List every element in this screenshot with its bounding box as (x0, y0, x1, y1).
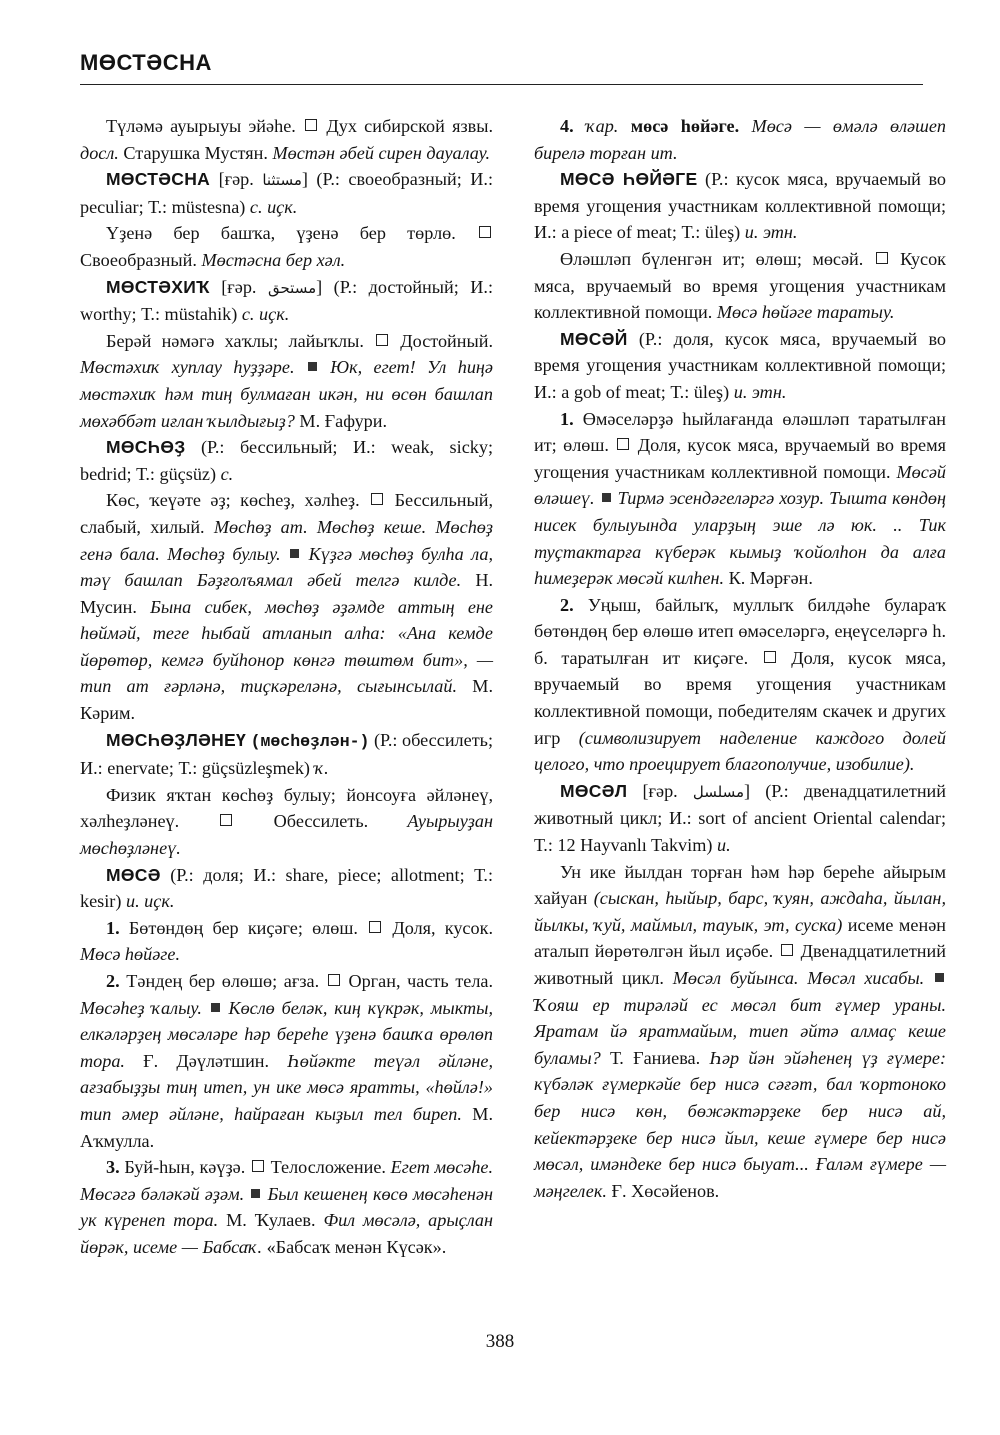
square-icon (305, 119, 317, 131)
black-square-icon (935, 973, 944, 982)
sense-3: 3. Буй-һын, кәүҙә. Телосложение. Егет мөсәһе. Мөсәгә бәләкәй әҙәм. Был кешенең көсө мөсәһенән ук күренеп тора. М. Ҡулаев. Фил мөсәлә, арыҫлан йөрәк, исеме — Бабсаҡ. «Бабсаҡ менән Күсәк». (80, 1157, 494, 1257)
square-icon (328, 974, 340, 986)
entry-mosa-hoyage: МӨСӘ ҺӨЙӘГЕ (Р.: кусок мяса, вручаемый во время угощения участникам коллективной помощи; И.: a piece of meat; Т.: üleş) и. этн. (534, 169, 947, 243)
headword: МӨСӘ ҺӨЙӘГЕ (560, 169, 698, 190)
square-icon (252, 1160, 264, 1172)
black-square-icon (211, 1003, 220, 1012)
entry-mostasna: МӨСТӘСНА [ғәр. مستثنا] (Р.: своеобразный; И.: peculiar; Т.: müstesna) с. иҫк. (80, 169, 493, 217)
square-icon (764, 651, 776, 663)
square-icon (376, 334, 388, 346)
headword: МӨСӘ (106, 864, 161, 885)
headword: МӨСҺӨҘ (106, 437, 186, 458)
entry-mosay: МӨСӘЙ (Р.: доля, кусок мяса, вручаемый во время угощения участникам коллективной помощи; И.: a gob of meat; Т.: üleş) и. этн. (534, 328, 947, 402)
definition: Өләшләп бүленгән ит; өлөш; мөсәй. Кусок мяса, вручаемый во время угощения участникам коллективной помощи. Мөсә һөйәге таратыу. (534, 248, 947, 323)
entry-mosal: МӨСӘЛ [ғәр. مسلسل] (Р.: двенадцатилетний животный цикл; И.: sort of ancient Oriental calendar; Т.: 12 Hayvanlı Takvim) и. (534, 780, 947, 856)
square-icon (876, 252, 888, 264)
black-square-icon (290, 549, 299, 558)
page-number: 388 (485, 1331, 515, 1352)
square-icon (371, 493, 383, 505)
square-icon (781, 944, 793, 956)
definition: Көс, ҡеүәте әҙ; көсһеҙ, хәлһеҙ. Бессильный, слабый, хилый. Мөсһөҙ ат. Мөсһөҙ кеше. Мөсһөҙ генә бала. Мөсһөҙ булыу. Күҙгә мөсһөҙ булһа ла, тәү башлап Бәҙғолъямал әбей телгә килде. Н. Мусин. Бына сибек, мөсһөҙ әҙәмде аттың ене һөймәй, теге һыбай атланып алһа: «Ана кемде йөрөтөр, кемгә буйһонор көнгә төштөм бит», — тип ат ғәрләнә, тиҫкәреләнә, сығынсылай. М. Кәрим. (80, 490, 494, 724)
square-icon (220, 814, 232, 826)
sense-1: 1. Бөтөндөң бер киҫәге; өлөш. Доля, кусок. Мөсә һөйәге. (80, 917, 493, 965)
headword: МӨСТӘХИҠ (106, 276, 210, 297)
headword: МӨСӘЙ (560, 328, 628, 349)
right-column (534, 113, 946, 1204)
sense-4: 4. ҡар. мөсә һөйәге. Мөсә — өмәлә өләшеп бирелә торған ит. (534, 116, 947, 163)
entry-moshoz: МӨСҺӨҘ (Р.: бессильный; И.: weak, sicky; bedrid; Т.: güçsüz) с. (80, 437, 494, 484)
sense-2: 2. Уңыш, байлыҡ, муллыҡ билдәһе булараҡ бөтөндөң бер өлөшө итеп өмәселәргә, еңеүселәргә һ. б. таратылған ит киҫәге. Доля, кусок мяса, вручаемый во время угощения участникам коллективной помощи, победителям скачек и других игр (символизирует наделение каждого долей целого, что проецирует благополучие, изобилие). (534, 594, 947, 775)
definition: Физик яҡтан көсһөҙ булыу; йонсоуға әйләнеү, хәлһеҙләнеү. Обессилеть. Ауырыуҙан мөсһөҙләнеү. (80, 784, 493, 859)
headword: МӨСҺӨҘЛӘНЕҮ (106, 729, 247, 750)
entry-moshozlaneu: МӨСҺӨҘЛӘНЕҮ (мөсһөҙлән-) (Р.: обессилеть; И.: enervate; Т.: güçsüzleşmek) ҡ. (80, 729, 493, 779)
black-square-icon (602, 493, 611, 502)
black-square-icon (251, 1189, 260, 1198)
square-icon (479, 226, 491, 238)
header-rule (80, 84, 923, 85)
page-header-title: МӨСТӘСНА (80, 50, 212, 75)
entry-continuation: Түләмә ауырыуы эйәһе. Дух сибирской язвы. досл. Старушка Мустян. Мөстән әбей сирен дауалау. (80, 116, 494, 163)
sense-2: 2. Тәндең бер өлөшө; ағза. Орган, часть тела. Мөсәһеҙ ҡалыу. Көслө беләк, киң күкрәк, мыкты, елкәләрҙең мөсәләре һәр береһе үҙенә башҡа өрөлөп тора. Ғ. Дәүләтшин. Һөйәкте теүәл әйләне, ағзабыҙҙы тиң итеп, ун ике мөсә яратты, «һөйлә!» тип әмер әйләне, һайраған кыҙыл тел биреп. М. Аҡмулла. (80, 971, 494, 1151)
definition: Үҙенә бер башҡа, үҙенә бер төрлө. Своеобразный. Мөстәсна бер хәл. (80, 220, 493, 273)
sense-1: 1. Өмәселәрҙә һыйлағанда өләшләп таратылған ит; өлөш. Доля, кусок мяса, вручаемый во время угощения участникам коллективной помощи. Мөсәй өләшеү. Тирмә эсендәгеләргә хозур. Тышта көндөң нисек булыуында уларҙың эше лә юк. .. Тик туҫтактарға күберәк кымыҙ ҡойолһон да алға һимеҙерәк мөсәй килһен. К. Мәрғән. (534, 408, 947, 589)
square-icon (369, 921, 381, 933)
definition: Берәй нәмәгә хаҡлы; лайыҡлы. Достойный. Мөстәхиҡ хуплау һуҙҙәре. Юк, егет! Ул һиңә мөстәхиҡ һәм тиң булмаған икән, ни өсөн башлап мөхәббәт иғлан ҡылдығыҙ? М. Ғафури. (80, 330, 494, 431)
headword: МӨСТӘСНА (106, 169, 211, 190)
entry-mosa: МӨСӘ (Р.: доля; И.: share, piece; allotment; Т.: kesir) и. иҫк. (80, 864, 493, 912)
definition: Ун ике йылдан торған һәм һәр береһе айырым хайуан (сыскан, һыйыр, барс, ҡуян, аждаһа, йылан, йылкы, ҡуй, маймыл, тауык, эт, суска) исеме менән аталып йөрөтөлгән йыл иҫәбе. Двенадцатилетний животный цикл. Мөсәл буйынса. Мөсәл хисабы. Ҡояш ер тирәләй ес мөсәл бит ғүмер ураны. Яратам йә яратмайым, тиеп әйтә алмаҫ кеше буламы? Т. Ғаниева. Һәр йән эйәһенең үҙ ғүмере: күбәләк ғүмеркәйе бер нисә сәғәт, бал ҡортоноко бер нисә көн, бөжәктәрҙеке бер нисә ай, кейектәрҙеке бер нисә йыл, кеше ғүмере бер нисә мөсәл, имәндеке бер нисә быуат... Ғаләм ғүмере — мәңгелек. Ғ. Хөсәйенов. (534, 861, 947, 1201)
headword: МӨСӘЛ (560, 780, 628, 801)
left-column (80, 113, 493, 1261)
black-square-icon (308, 362, 317, 371)
entry-mostahik: МӨСТӘХИҠ [ғәр. مستحق] (Р.: достойный; И.: worthy; Т.: müstahik) с. иҫк. (80, 276, 493, 325)
square-icon (617, 438, 629, 450)
